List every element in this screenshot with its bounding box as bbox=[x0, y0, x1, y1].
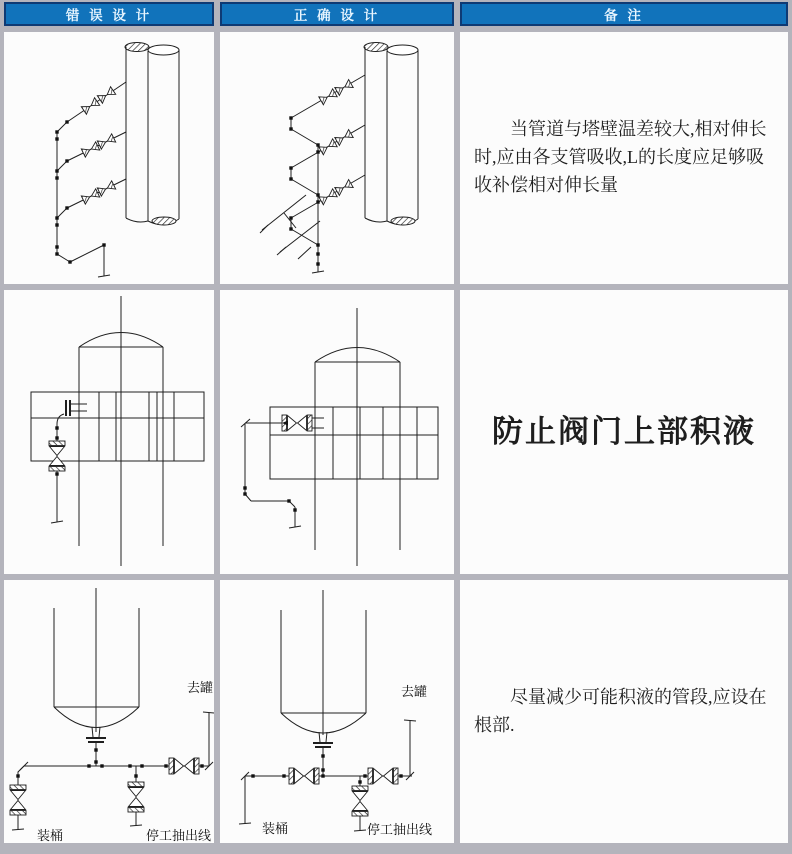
barrel-loading-label: 装桶 bbox=[37, 828, 64, 843]
shutdown-drawoff-label: 停工抽出线 bbox=[367, 822, 433, 837]
header-remarks bbox=[460, 2, 788, 26]
remark-row3-text: 尽量减少可能积液的管段,应设在根部. bbox=[474, 686, 767, 735]
remark-row2 bbox=[460, 290, 788, 574]
shutdown-drawoff-label: 停工抽出线 bbox=[146, 828, 212, 843]
remark-row1 bbox=[460, 32, 788, 284]
diagram-row2-correct bbox=[220, 290, 454, 574]
header-correct-design-label: 正 确 设 计 bbox=[293, 8, 381, 23]
to-tank-label: 去罐 bbox=[400, 684, 428, 699]
header-remarks-label: 备 注 bbox=[604, 8, 644, 23]
vessel-drawoff-piping-correct bbox=[220, 580, 454, 843]
barrel-loading-label: 装桶 bbox=[262, 821, 289, 836]
vessel-drawoff-piping-wrong bbox=[4, 580, 214, 843]
header-wrong-design bbox=[4, 2, 214, 26]
vessel-platform-valve-below-wrong bbox=[4, 290, 214, 574]
to-tank-label: 去罐 bbox=[186, 680, 214, 695]
diagram-row1-correct bbox=[220, 32, 454, 284]
isometric-tower-branches-wrong bbox=[4, 32, 214, 284]
diagram-row3-wrong bbox=[4, 580, 214, 843]
diagram-row2-wrong bbox=[4, 290, 214, 574]
remark-row1-text: 当管道与塔壁温差较大,相对伸长时,应由各支管吸收,L的长度应足够吸收补偿相对伸长量 bbox=[474, 119, 767, 195]
diagram-row3-correct bbox=[220, 580, 454, 843]
diagram-row1-wrong bbox=[4, 32, 214, 284]
vessel-platform-valve-at-nozzle-correct bbox=[220, 290, 454, 574]
header-correct-design bbox=[220, 2, 454, 26]
isometric-tower-branches-correct bbox=[220, 32, 454, 284]
remark-row3 bbox=[460, 580, 788, 843]
remark-row2-text: 防止阀门上部积液 bbox=[492, 413, 756, 449]
header-wrong-design-label: 错 误 设 计 bbox=[65, 8, 153, 23]
